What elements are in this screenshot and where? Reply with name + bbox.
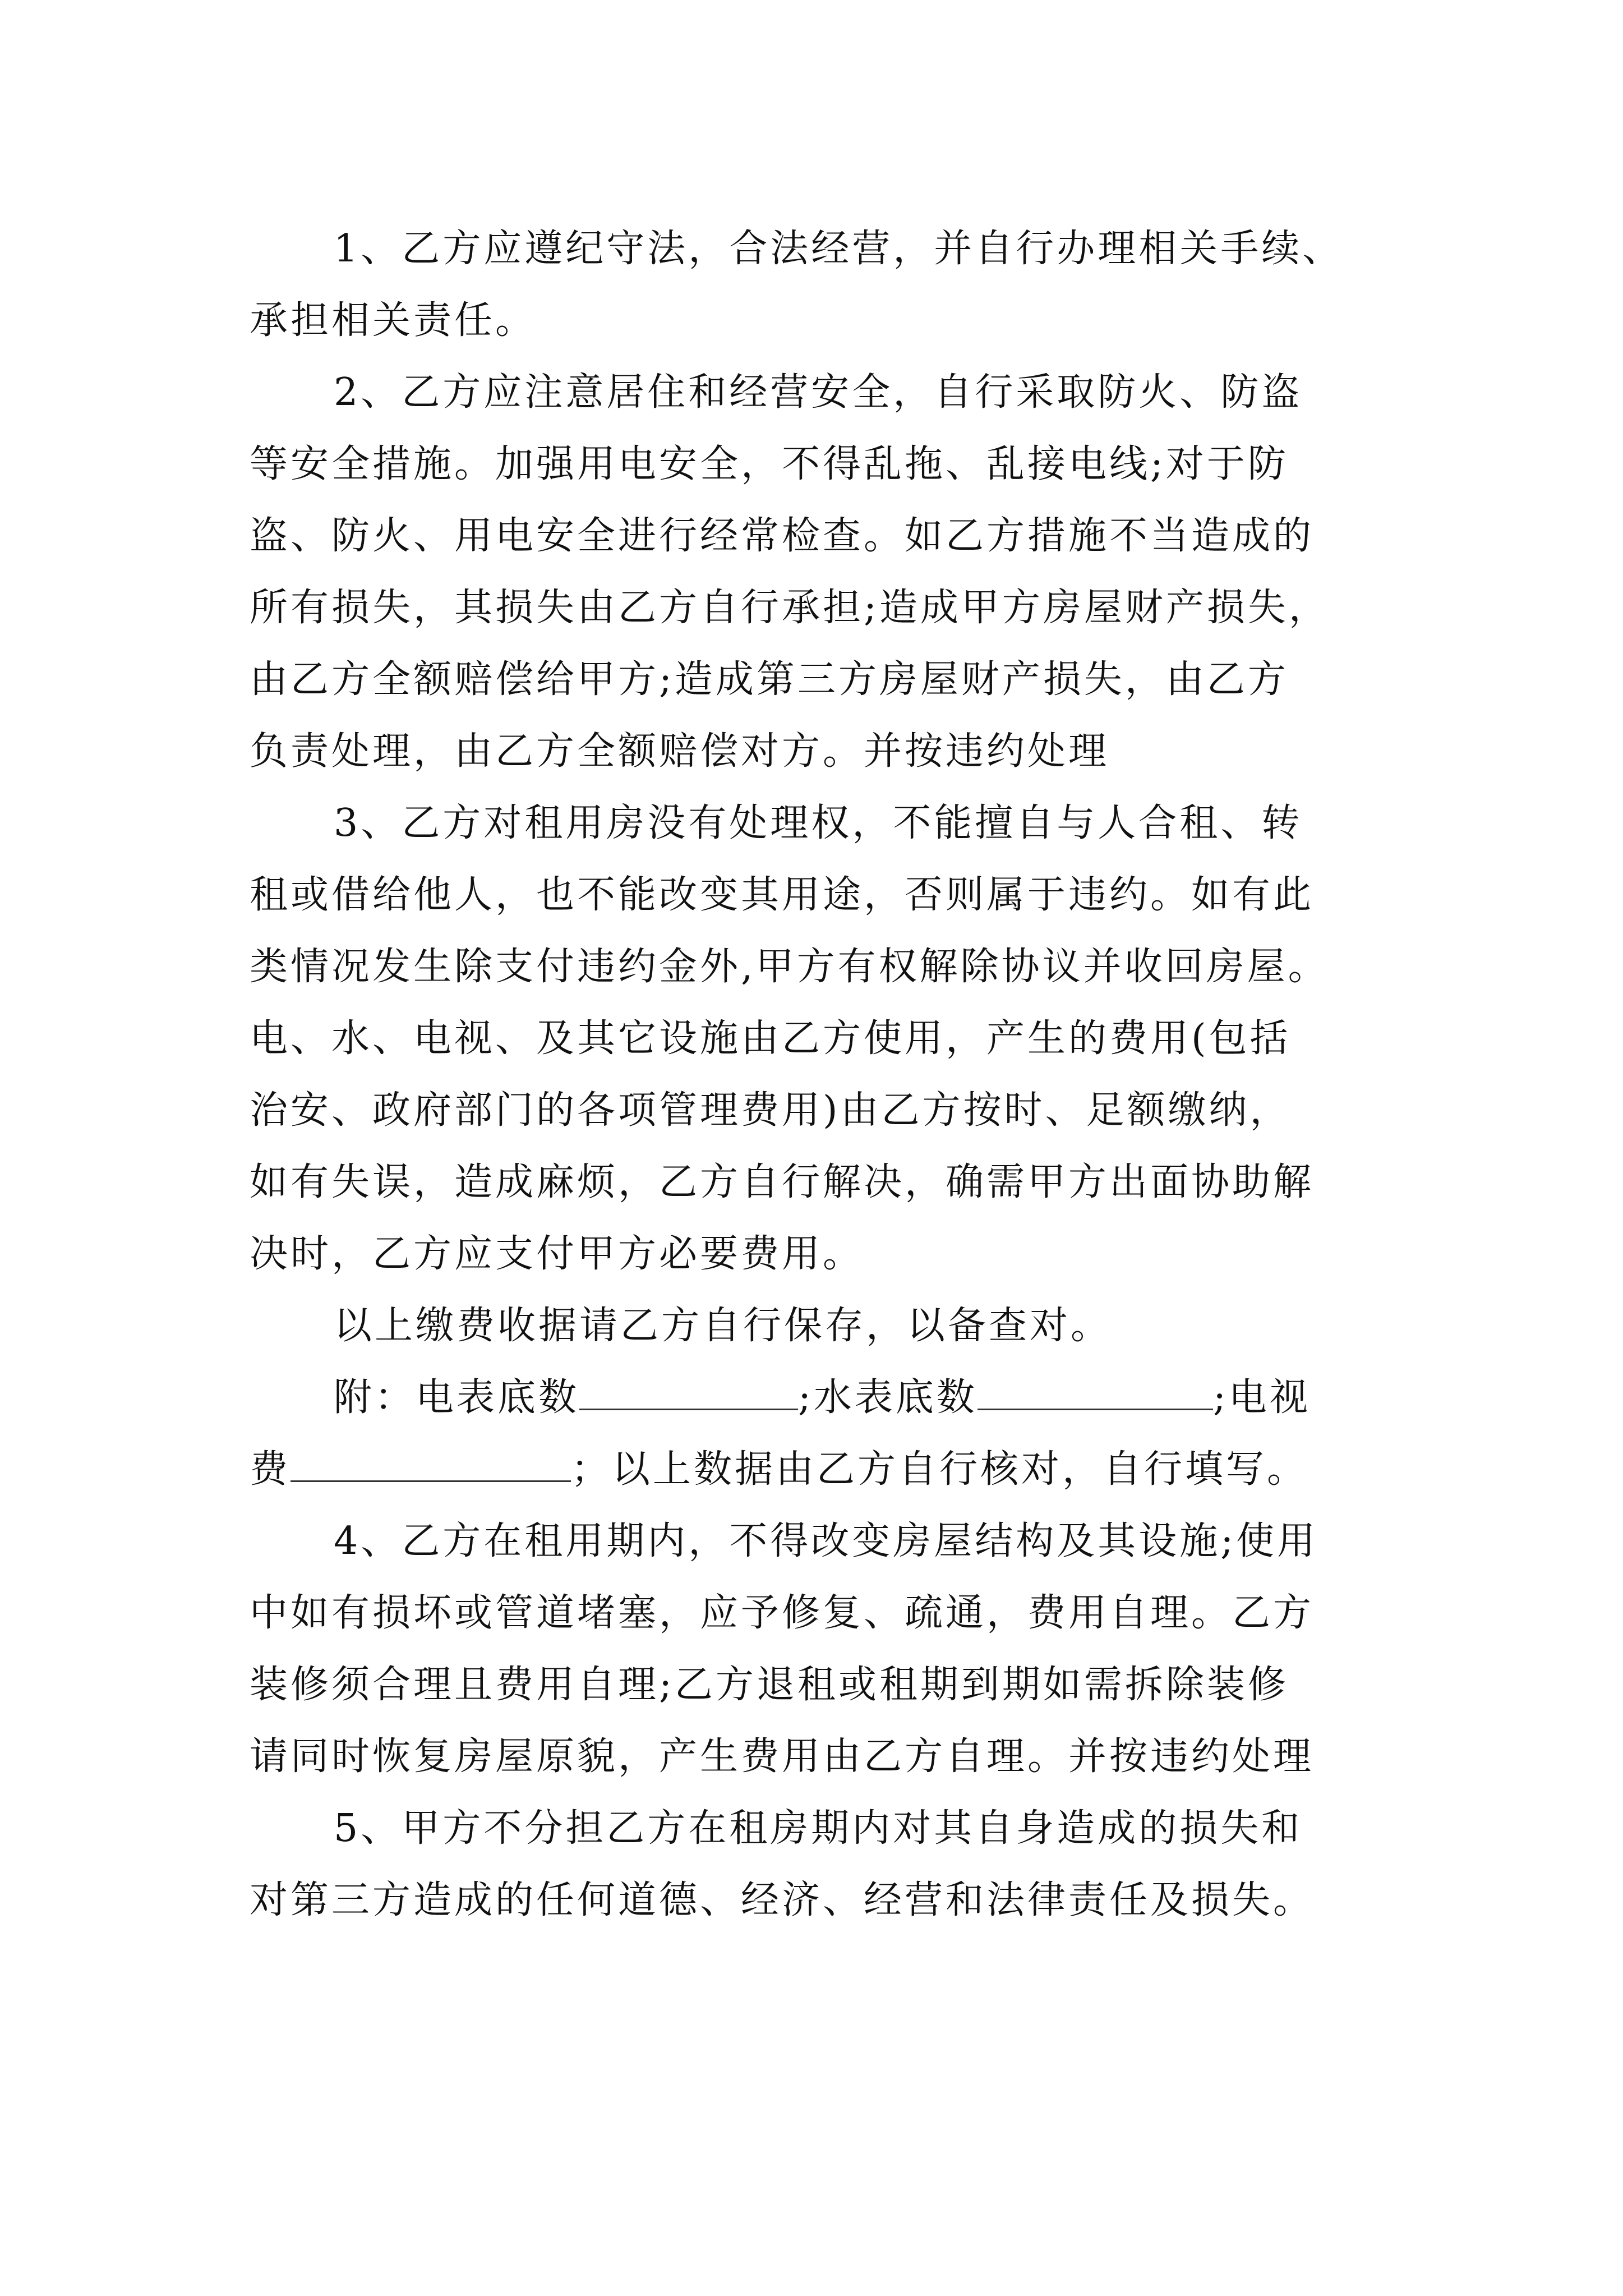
clause-3-line-3: 类情况发生除支付违约金外,甲方有权解除协议并收回房屋。 [250,945,1329,989]
clause-1-line-1: 1、乙方应遵纪守法，合法经营，并自行办理相关手续、 [334,227,1344,271]
contract-body [250,213,1382,1936]
clause-4-line-3: 装修须合理且费用自理;乙方退租或租期到期如需拆除装修 [250,1663,1289,1707]
electric-meter-blank [579,1374,798,1410]
clause-3-line-7: 决时，乙方应支付甲方必要费用。 [250,1232,864,1276]
water-meter-blank [978,1374,1213,1410]
water-meter-label: ;水表底数 [798,1375,978,1420]
clause-4-line-4: 请同时恢复房屋原貌，产生费用由乙方自理。并按违约处理 [250,1734,1315,1779]
clause-2-line-4: 所有损失，其损失由乙方自行承担;造成甲方房屋财产损失， [250,586,1330,630]
clause-5-line-1: 5、甲方不分担乙方在租房期内对其自身造成的损失和 [334,1806,1303,1851]
fee-line [250,1434,1382,1506]
clause-1-line-2: 承担相关责任。 [250,298,537,343]
receipt-note: 以上缴费收据请乙方自行保存，以备查对。 [334,1304,1112,1348]
clause-3-line-4: 电、水、电视、及其它设施由乙方使用，产生的费用(包括 [250,1016,1291,1061]
fee-note: ；以上数据由乙方自行核对，自行填写。 [571,1447,1308,1492]
clause-2-line-1: 2、乙方应注意居住和经营安全，自行采取防火、防盗 [334,370,1303,415]
meter-readings-line [250,1362,1382,1434]
electric-meter-label: 附：电表底数 [334,1375,580,1420]
clause-2-line-6: 负责处理，由乙方全额赔偿对方。并按违约处理 [250,729,1110,774]
clause-2-line-5: 由乙方全额赔偿给甲方;造成第三方房屋财产损失，由乙方 [250,657,1289,702]
clause-2-line-2: 等安全措施。加强用电安全，不得乱拖、乱接电线;对于防 [250,442,1289,486]
clause-5-line-2: 对第三方造成的任何道德、经济、经营和法律责任及损失。 [250,1878,1315,1922]
clause-2-line-3: 盗、防火、用电安全进行经常检查。如乙方措施不当造成的 [250,514,1315,558]
tv-fee-label: ;电视 [1212,1375,1311,1420]
clause-3-line-5: 治安、政府部门的各项管理费用)由乙方按时、足额缴纳， [250,1088,1291,1133]
clause-3-line-6: 如有失误，造成麻烦，乙方自行解决，确需甲方出面协助解 [250,1160,1315,1204]
clause-3-line-2: 租或借给他人，也不能改变其用途，否则属于违约。如有此 [250,873,1315,917]
clause-4-line-1: 4、乙方在租用期内，不得改变房屋结构及其设施;使用 [334,1519,1318,1563]
fee-label: 费 [250,1447,291,1492]
tv-fee-blank [291,1446,571,1482]
clause-3-line-1: 3、乙方对租用房没有处理权，不能擅自与人合租、转 [334,801,1303,845]
clause-4-line-2: 中如有损坏或管道堵塞，应予修复、疏通，费用自理。乙方 [250,1591,1315,1635]
